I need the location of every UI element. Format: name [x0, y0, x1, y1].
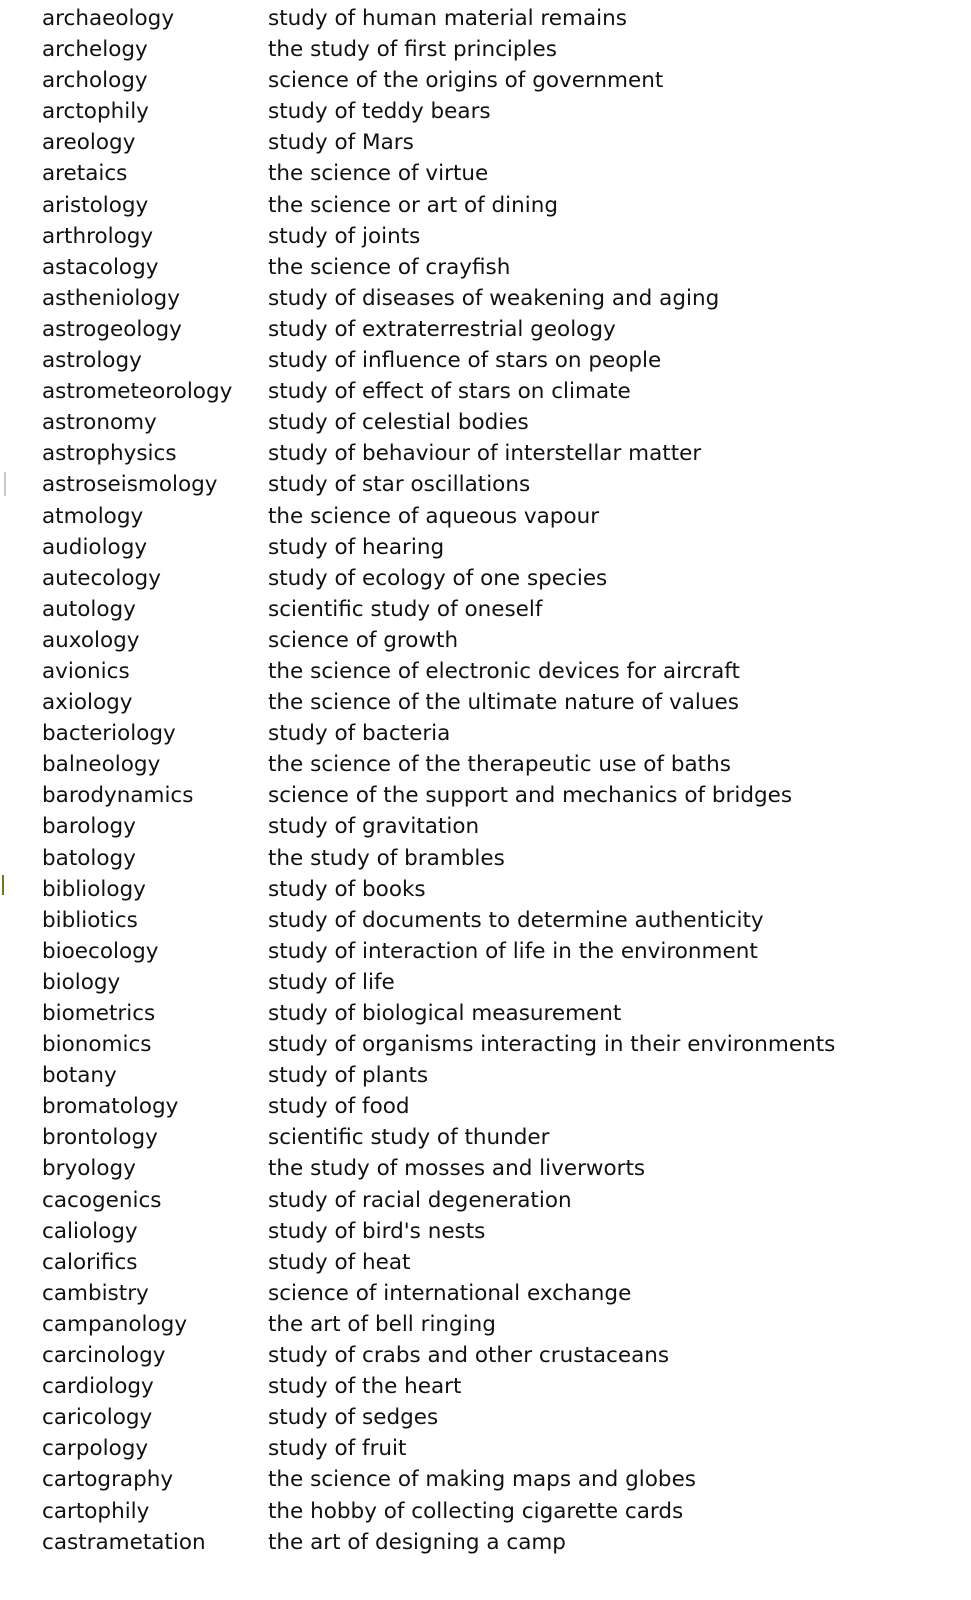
glossary-term: astrogeology	[42, 316, 182, 342]
glossary-definition: study of the heart	[268, 1374, 462, 1400]
glossary-definition: study of organisms interacting in their environments	[268, 1032, 836, 1058]
glossary-term: areology	[42, 130, 136, 156]
glossary-row	[0, 1185, 971, 1216]
glossary-definition: study of diseases of weakening and aging	[268, 285, 720, 311]
glossary-definition: study of celestial bodies	[268, 410, 529, 436]
glossary-term: astrophysics	[42, 441, 177, 467]
glossary-definition: study of hearing	[268, 534, 445, 560]
glossary-definition: the science of making maps and globes	[268, 1467, 696, 1493]
glossary-row	[0, 127, 971, 158]
glossary-row	[0, 532, 971, 563]
glossary-term: cartography	[42, 1467, 174, 1493]
glossary-definition: study of star oscillations	[268, 472, 531, 498]
glossary-row	[0, 594, 971, 625]
glossary-definition: study of racial degeneration	[268, 1187, 572, 1213]
glossary-row	[0, 687, 971, 718]
glossary-definition: study of life	[268, 969, 395, 995]
glossary-row	[0, 843, 971, 874]
glossary-term: barology	[42, 814, 136, 840]
glossary-term: archelogy	[42, 37, 148, 63]
glossary-row	[0, 780, 971, 811]
glossary-row	[0, 1153, 971, 1184]
glossary-definition: study of fruit	[268, 1436, 407, 1462]
glossary-term: cacogenics	[42, 1187, 162, 1213]
glossary-row	[0, 874, 971, 905]
glossary-term: autology	[42, 596, 136, 622]
glossary-definition: study of gravitation	[268, 814, 480, 840]
glossary-row	[0, 221, 971, 252]
glossary-row	[0, 345, 971, 376]
glossary-term: archaeology	[42, 6, 175, 31]
glossary-term: botany	[42, 1063, 117, 1089]
glossary-row	[0, 905, 971, 936]
glossary-row	[0, 283, 971, 314]
glossary-term: carcinology	[42, 1343, 166, 1369]
glossary-term: cardiology	[42, 1374, 154, 1400]
glossary-term: barodynamics	[42, 783, 194, 809]
glossary-definition: the art of bell ringing	[268, 1311, 496, 1337]
glossary-definition: study of teddy bears	[268, 99, 491, 125]
glossary-definition: the science of electronic devices for aircraft	[268, 658, 740, 684]
glossary-row	[0, 936, 971, 967]
glossary-definition: study of bacteria	[268, 721, 451, 747]
glossary-term: castrametation	[42, 1529, 206, 1555]
glossary-row	[0, 967, 971, 998]
glossary-row	[0, 1464, 971, 1495]
glossary-definition: science of the support and mechanics of bridges	[268, 783, 793, 809]
glossary-term: cambistry	[42, 1280, 149, 1306]
glossary-row	[0, 1122, 971, 1153]
glossary-row	[0, 1340, 971, 1371]
glossary-term: astrometeorology	[42, 379, 233, 405]
glossary-definition: science of growth	[268, 627, 459, 653]
glossary-definition: study of effect of stars on climate	[268, 379, 631, 405]
glossary-row	[0, 314, 971, 345]
glossary-definition: study of Mars	[268, 130, 414, 156]
glossary-term: arctophily	[42, 99, 149, 125]
glossary-definition: study of food	[268, 1094, 410, 1120]
glossary-term: astheniology	[42, 285, 180, 311]
glossary-definition: study of heat	[268, 1249, 411, 1275]
glossary-row	[0, 376, 971, 407]
glossary-term: avionics	[42, 658, 130, 684]
glossary-definition: the science of crayfish	[268, 254, 511, 280]
glossary-term: bionomics	[42, 1032, 152, 1058]
glossary-row	[0, 718, 971, 749]
glossary-definition: study of crabs and other crustaceans	[268, 1343, 670, 1369]
glossary-row	[0, 34, 971, 65]
glossary-row	[0, 407, 971, 438]
glossary-definition: the study of first principles	[268, 37, 557, 63]
glossary-term: axiology	[42, 690, 133, 716]
glossary-definition: the study of brambles	[268, 845, 505, 871]
glossary-row	[0, 65, 971, 96]
glossary-row	[0, 1278, 971, 1309]
glossary-row	[0, 1247, 971, 1278]
glossary-definition: the science of the therapeutic use of baths	[268, 752, 731, 778]
glossary-definition: study of ecology of one species	[268, 565, 608, 591]
glossary-row	[0, 158, 971, 189]
glossary-term: bryology	[42, 1156, 136, 1182]
glossary-definition: the science or art of dining	[268, 192, 559, 218]
glossary-row	[0, 749, 971, 780]
glossary-term: archology	[42, 68, 148, 94]
glossary-term: brontology	[42, 1125, 158, 1151]
glossary-term: caliology	[42, 1218, 138, 1244]
glossary-definition: the study of mosses and liverworts	[268, 1156, 646, 1182]
glossary-definition: the hobby of collecting cigarette cards	[268, 1498, 684, 1524]
glossary-row	[0, 1402, 971, 1433]
glossary-row	[0, 998, 971, 1029]
glossary-term: arthrology	[42, 223, 154, 249]
glossary-definition: scientific study of oneself	[268, 596, 543, 622]
glossary-term: atmology	[42, 503, 144, 529]
glossary-term: caricology	[42, 1405, 153, 1431]
glossary-definition: the science of virtue	[268, 161, 489, 187]
glossary-row	[0, 438, 971, 469]
glossary-row	[0, 1060, 971, 1091]
glossary-row	[0, 1371, 971, 1402]
glossary-term: bibliotics	[42, 907, 138, 933]
glossary-definition: the science of aqueous vapour	[268, 503, 600, 529]
glossary-term: batology	[42, 845, 136, 871]
glossary-row	[0, 1433, 971, 1464]
glossary-term: balneology	[42, 752, 161, 778]
glossary-term: astacology	[42, 254, 159, 280]
glossary-definition: study of sedges	[268, 1405, 439, 1431]
glossary-list	[0, 3, 971, 1558]
glossary-definition: the art of designing a camp	[268, 1529, 566, 1555]
glossary-row	[0, 811, 971, 842]
glossary-term: astrology	[42, 348, 142, 374]
glossary-term: bibliology	[42, 876, 146, 902]
glossary-definition: study of behaviour of interstellar matter	[268, 441, 702, 467]
glossary-row	[0, 1091, 971, 1122]
glossary-row	[0, 625, 971, 656]
glossary-row	[0, 1216, 971, 1247]
glossary-row	[0, 190, 971, 221]
glossary-term: cartophily	[42, 1498, 150, 1524]
glossary-row	[0, 1496, 971, 1527]
glossary-definition: study of influence of stars on people	[268, 348, 662, 374]
glossary-definition: scientific study of thunder	[268, 1125, 550, 1151]
glossary-term: autecology	[42, 565, 161, 591]
glossary-term: biology	[42, 969, 121, 995]
glossary-definition: study of books	[268, 876, 426, 902]
glossary-definition: study of bird's nests	[268, 1218, 486, 1244]
glossary-term: carpology	[42, 1436, 149, 1462]
glossary-row	[0, 563, 971, 594]
glossary-term: aristology	[42, 192, 149, 218]
glossary-definition: study of interaction of life in the environment	[268, 938, 758, 964]
glossary-term: audiology	[42, 534, 148, 560]
glossary-row	[0, 656, 971, 687]
glossary-definition: study of human material remains	[268, 6, 627, 31]
glossary-row	[0, 1527, 971, 1558]
glossary-row	[0, 1309, 971, 1340]
glossary-definition: study of joints	[268, 223, 421, 249]
glossary-term: astroseismology	[42, 472, 218, 498]
glossary-definition: science of international exchange	[268, 1280, 632, 1306]
glossary-term: astronomy	[42, 410, 157, 436]
glossary-row	[0, 501, 971, 532]
glossary-term: auxology	[42, 627, 140, 653]
glossary-definition: study of plants	[268, 1063, 429, 1089]
glossary-term: biometrics	[42, 1001, 156, 1026]
glossary-term: campanology	[42, 1311, 188, 1337]
glossary-row	[0, 252, 971, 283]
glossary-row	[0, 96, 971, 127]
glossary-term: calorifics	[42, 1249, 138, 1275]
glossary-row	[0, 3, 971, 34]
glossary-term: aretaics	[42, 161, 128, 187]
glossary-row	[0, 1029, 971, 1060]
glossary-row	[0, 469, 971, 500]
glossary-definition: science of the origins of government	[268, 68, 664, 94]
glossary-definition: study of documents to determine authenticity	[268, 907, 764, 933]
glossary-definition: study of biological measurement	[268, 1001, 622, 1026]
glossary-term: bacteriology	[42, 721, 176, 747]
glossary-definition: study of extraterrestrial geology	[268, 316, 616, 342]
glossary-term: bioecology	[42, 938, 159, 964]
glossary-definition: the science of the ultimate nature of values	[268, 690, 739, 716]
glossary-term: bromatology	[42, 1094, 179, 1120]
